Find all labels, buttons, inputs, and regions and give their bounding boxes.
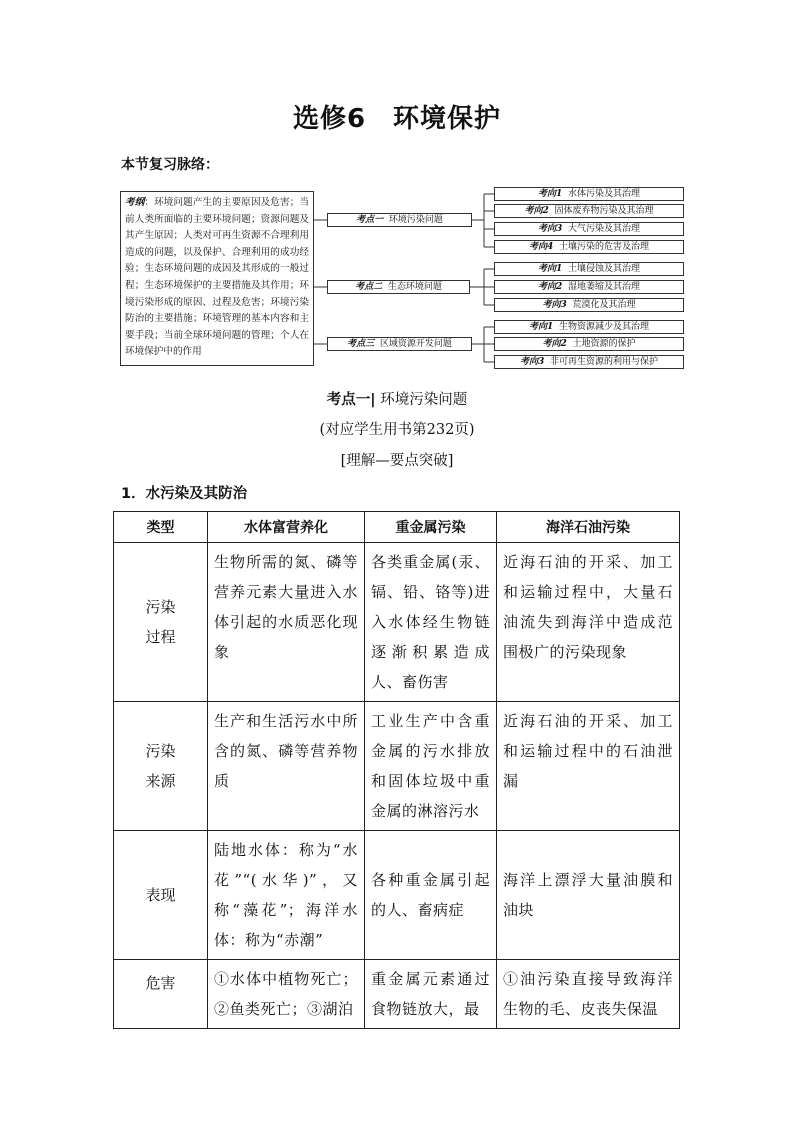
- kaoxiang-label: 考向3: [542, 300, 567, 310]
- kaoxiang-box: [494, 320, 684, 334]
- kaoxiang-label: 考向4: [528, 242, 554, 252]
- kaoxiang-text: 土壤侵蚀及其治理: [567, 264, 640, 274]
- table-cell: 工业生产中含重金属的污水排放和固体垃圾中重金属的淋溶污水: [365, 702, 497, 831]
- table-header: 水体富营养化: [208, 512, 365, 543]
- kaoxiang-box: [494, 298, 684, 312]
- table-row: [114, 960, 680, 1029]
- review-heading: 本节复习脉络：: [121, 157, 219, 173]
- table-header: 海洋石油污染: [497, 512, 680, 543]
- subheading: [理解—要点突破]: [340, 453, 454, 469]
- row-label-cell: [114, 960, 208, 1029]
- kaoxiang-box: [494, 337, 684, 351]
- kaoxiang-text: 荒漠化及其治理: [572, 300, 636, 310]
- kaodian-box: [327, 280, 470, 294]
- table-cell: 各种重金属引起的人、畜病症: [365, 831, 497, 960]
- kaoxiang-label: 考向2: [537, 282, 563, 292]
- syllabus-label: 考纲: [125, 197, 145, 208]
- kaodian-heading-label: 考点一: [326, 392, 371, 408]
- kaoxiang-text: 大气污染及其治理: [567, 224, 640, 234]
- kaodian-box: [327, 337, 472, 351]
- table-cell: 近海石油的开采、加工和运输过程中，大量石油流失到海洋中造成范围极广的污染现象: [497, 543, 680, 702]
- book-reference: (对应学生用书第232页): [319, 422, 475, 438]
- kaodian-text: 区域资源开发问题: [379, 339, 452, 349]
- kaoxiang-box: [494, 355, 684, 369]
- kaoxiang-label: 考向1: [528, 322, 554, 332]
- kaoxiang-label: 考向2: [524, 206, 549, 216]
- kaodian-heading: [0, 388, 794, 409]
- table-cell: ①油污染直接导致海洋生物的毛、皮丧失保温: [497, 960, 680, 1029]
- table-row: [114, 702, 680, 831]
- table-cell: 各类重金属(汞、镉、铅、铬等)进入水体经生物链逐渐积累造成人、畜伤害: [365, 543, 497, 702]
- kaoxiang-text: 生物资源减少及其治理: [558, 322, 649, 332]
- kaoxiang-box: [494, 240, 684, 254]
- section-heading: 1．水污染及其防治: [121, 486, 248, 502]
- table-row: [114, 831, 680, 960]
- table-cell: 生产和生活污水中所含的氮、磷等营养物质: [208, 702, 365, 831]
- table-cell: ①水体中植物死亡；②鱼类死亡；③湖泊: [208, 960, 365, 1029]
- kaodian-heading-text: 环境污染问题: [380, 392, 468, 408]
- kaoxiang-text: 土壤污染的危害及治理: [558, 242, 649, 252]
- kaoxiang-box: [494, 187, 684, 201]
- kaoxiang-text: 土地资源的保护: [572, 339, 636, 349]
- row-label-cell: [114, 831, 208, 960]
- kaoxiang-label: 考向2: [542, 339, 567, 349]
- kaoxiang-label: 考向1: [537, 264, 563, 274]
- table-header: 类型: [114, 512, 208, 543]
- row-label: 表现: [145, 886, 176, 904]
- row-label: 危害: [145, 974, 176, 992]
- kaodian-label: 考点一: [356, 215, 384, 225]
- table-cell: 陆地水体：称为“水花”“(水华)”，又称“藻花”；海洋水体：称为“赤潮”: [208, 831, 365, 960]
- kaoxiang-label: 考向3: [537, 224, 563, 234]
- kaoxiang-text: 固体废弃物污染及其治理: [554, 206, 654, 216]
- kaoxiang-box: [494, 262, 684, 276]
- kaodian-box: [327, 213, 472, 227]
- kaoxiang-label: 考向1: [537, 189, 563, 199]
- kaoxiang-box: [494, 222, 684, 236]
- table-cell: 重金属元素通过食物链放大，最: [365, 960, 497, 1029]
- kaodian-text: 生态环境问题: [387, 282, 442, 292]
- water-pollution-table: [113, 511, 680, 1029]
- row-label: 污染来源: [145, 742, 176, 790]
- kaoxiang-text: 非可再生资源的利用与保护: [549, 357, 658, 367]
- kaoxiang-label: 考向3: [519, 357, 545, 367]
- table-cell: 海洋上漂浮大量油膜和油块: [497, 831, 680, 960]
- table-cell: 生物所需的氮、磷等营养元素大量进入水体引起的水质恶化现象: [208, 543, 365, 702]
- table-cell: 近海石油的开采、加工和运输过程中的石油泄漏: [497, 702, 680, 831]
- kaodian-label: 考点三: [347, 339, 375, 349]
- kaodian-heading-separator: |: [370, 392, 376, 408]
- kaodian-text: 环境污染问题: [388, 215, 443, 225]
- syllabus-box: [120, 191, 314, 366]
- row-label-cell: [114, 702, 208, 831]
- row-label-cell: [114, 543, 208, 702]
- kaodian-label: 考点二: [355, 282, 383, 292]
- page-title: 选修6 环境保护: [292, 104, 502, 134]
- table-row: [114, 543, 680, 702]
- table-header: 重金属污染: [365, 512, 497, 543]
- syllabus-text: ：环境问题产生的主要原因及危害；当前人类所面临的主要环境问题；资源问题及其产生原因；人类对可再生资源不合理利用造成的问题，以及保护、合理利用的成功经验；生态环境问题的成因及其形成的一般过程；生态环境保护的主要措施及其作用；环境污染形成的原因、过程及危害；环境污染防治的主要措施；环境管理的基本内容和主要手段；当前全球环境问题的管理；个人在环境保护中的作用: [125, 197, 310, 358]
- row-label: 污染过程: [145, 598, 176, 646]
- table-header-row: [114, 512, 680, 543]
- kaoxiang-text: 水体污染及其治理: [567, 189, 640, 199]
- kaoxiang-box: [494, 204, 684, 218]
- review-diagram: [117, 183, 687, 373]
- kaoxiang-box: [494, 280, 684, 294]
- kaoxiang-text: 湿地萎缩及其治理: [567, 282, 640, 292]
